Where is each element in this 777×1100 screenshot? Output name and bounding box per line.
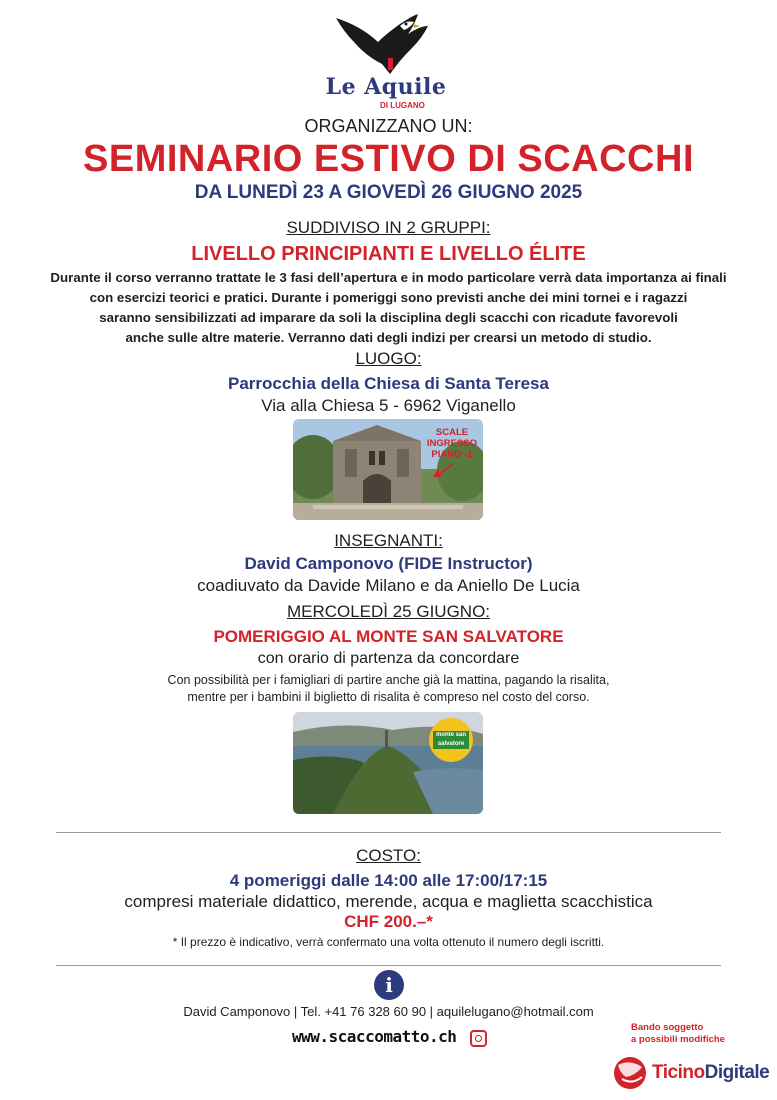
excursion-heading: MERCOLEDÌ 25 GIUGNO: (286, 602, 491, 621)
church-photo (293, 419, 483, 520)
teachers-heading: INSEGNANTI: (334, 531, 443, 550)
arrow-icon (431, 461, 455, 479)
location-heading: LUOGO: (355, 349, 422, 368)
assistant-teachers: coadiuvato da Davide Milano e da Aniello De Lucia (197, 576, 580, 595)
monte-san-salvatore-photo (293, 712, 483, 814)
monte-san-salvatore-badge: monte san salvatore (429, 718, 473, 762)
main-teacher: David Camponovo (FIDE Instructor) (244, 554, 533, 573)
excursion-details (0, 672, 777, 706)
levels-title: LIVELLO PRINCIPIANTI E LIVELLO ÉLITE (191, 243, 586, 265)
description-line: Durante il corso verranno trattate le 3 fasi dell’apertura e in modo particolare verrà data importanza ai finali (50, 270, 727, 285)
ticinodigitale-logo (612, 1055, 777, 1091)
description-line: saranno sensibilizzati ad imparare da soli la disciplina degli scacchi con ricadute favorevoli (99, 310, 678, 325)
price: CHF 200.–* (344, 912, 433, 931)
organize-label: ORGANIZZANO UN: (304, 116, 473, 136)
cost-sessions: 4 pomeriggi dalle 14:00 alle 17:00/17:15 (229, 871, 548, 890)
event-dates: DA LUNEDÌ 23 A GIOVEDÌ 26 GIUGNO 2025 (194, 182, 583, 203)
description-line: anche sulle altre materie. Verranno dati degli indizi per crearsi un metodo di studio. (125, 330, 652, 345)
disclaimer: Bando soggetto a possibili modifiche (631, 1022, 725, 1045)
location-name: Parrocchia della Chiesa di Santa Teresa (228, 374, 549, 393)
ticinodigitale-text: TicinoDigitale (652, 1062, 770, 1083)
club-logo (316, 12, 456, 112)
cost-heading: COSTO: (356, 846, 421, 865)
logo-subtitle: DI LUGANO (380, 101, 425, 110)
entrance-label: SCALE INGRESSO PIANO -1 (426, 427, 478, 460)
divider (56, 965, 721, 966)
ticinodigitale-icon (612, 1055, 650, 1091)
excursion-title: POMERIGGIO AL MONTE SAN SALVATORE (213, 627, 564, 646)
eagle-icon (316, 12, 456, 76)
divider (56, 832, 721, 833)
contact-info: David Camponovo | Tel. +41 76 328 60 90 | aquilelugano@hotmail.com (183, 1004, 594, 1019)
cost-included: compresi materiale didattico, merende, acqua e maglietta scacchistica (124, 892, 653, 911)
excursion-departure: con orario di partenza da concordare (257, 650, 520, 667)
info-icon: i (374, 970, 404, 1000)
price-note: * Il prezzo è indicativo, verrà confermato una volta ottenuto il numero degli iscritti. (172, 935, 605, 949)
details-line: Con possibilità per i famigliari di partire anche già la mattina, pagando la risalita, (167, 673, 610, 687)
details-line: mentre per i bambini il biglietto di risalita è compreso nel costo del corso. (187, 690, 590, 704)
website (292, 1027, 492, 1047)
groups-heading: SUDDIVISO IN 2 GRUPPI: (286, 218, 491, 237)
instagram-icon[interactable] (470, 1030, 487, 1047)
description-line: con esercizi teorici e pratici. Durante i pomeriggi sono previsti anche dei mini tornei e i ragazzi (89, 290, 688, 305)
course-description (0, 268, 777, 348)
logo-name: Le Aquile (325, 74, 447, 100)
page-title: SEMINARIO ESTIVO DI SCACCHI (83, 138, 694, 180)
website-link[interactable]: www.scaccomatto.ch (292, 1027, 457, 1046)
location-address: Via alla Chiesa 5 - 6962 Viganello (261, 396, 516, 415)
